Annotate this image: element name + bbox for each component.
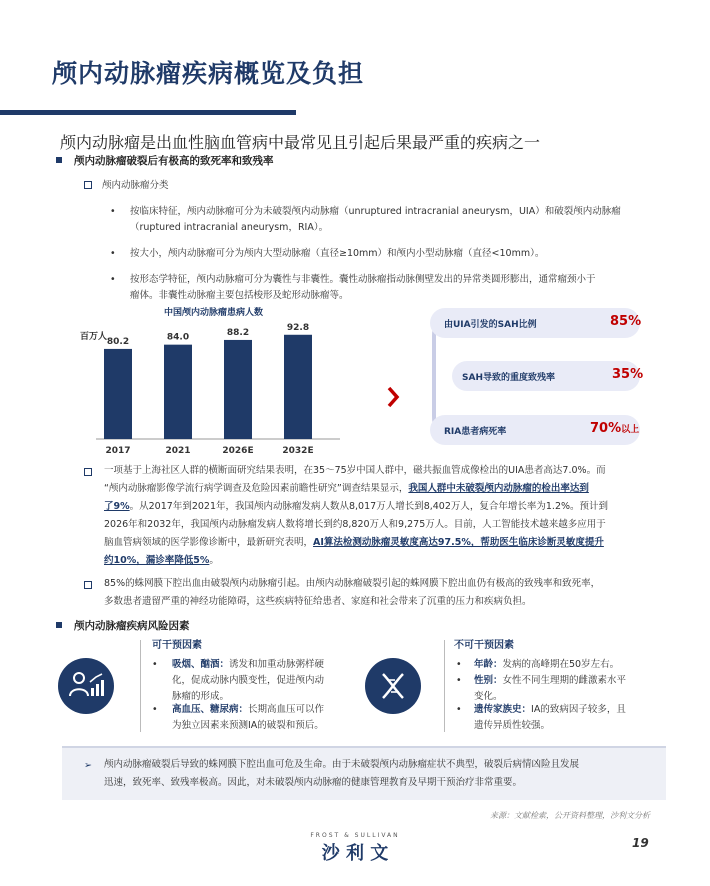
person-chart-icon: [58, 658, 114, 714]
box-bullet-icon: [84, 181, 92, 189]
stat-ria-value-suffix: 以上: [621, 425, 640, 435]
section-heading-text: 颅内动脉瘤破裂后有极高的致死率和致残率: [74, 155, 274, 167]
stat-uia-sah-label: 由UIA引发的SAH比例: [444, 320, 537, 330]
box-bullet-icon: [84, 468, 92, 476]
para1-line6-b: 。: [209, 555, 219, 566]
x-tick-label: 2017: [105, 446, 131, 456]
square-bullet-icon: [56, 157, 62, 163]
non-modifiable-gender-key: 性别：: [474, 675, 503, 686]
para1-line2: [104, 480, 589, 497]
dot-bullet-icon: •: [110, 274, 116, 285]
note-line1: 颅内动脉瘤破裂后导致的蛛网膜下腔出血可危及生命。由于未破裂颅内动脉瘤症状不典型，破裂后病情凶险且发展: [104, 759, 580, 770]
non-modifiable-title: 不可干预因素: [454, 640, 514, 651]
dot-bullet-icon: •: [110, 248, 116, 259]
summary-note-box: [62, 746, 666, 800]
dot-bullet-icon: •: [152, 704, 158, 715]
non-modifiable-gender: [474, 672, 626, 689]
modifiable-smoking-key: 吸烟、酗酒：: [172, 659, 230, 670]
modifiable-hypertension-l1: 长期高血压可以作: [248, 704, 325, 715]
non-modifiable-age: [474, 656, 619, 673]
para1-line3-b: 。从2017年到2021年，我国颅内动脉瘤发病人数从8,017万人增长到8,402万人，复合年增长率为1.2%。预计到: [129, 501, 609, 512]
x-tick-label: 2032E: [282, 446, 314, 456]
modifiable-smoking-l3: 脉瘤的形成。: [172, 691, 230, 702]
bar-value-label: 88.2: [226, 327, 250, 338]
stat-sah-disability-label: SAH导致的重度致残率: [462, 373, 555, 383]
x-tick-label: 2021: [165, 446, 191, 456]
stat-ria-value-number: 70%: [590, 421, 622, 436]
section-heading-mortality: [56, 153, 274, 168]
chevron-right-icon: [384, 385, 402, 409]
non-modifiable-genetic-l2: 遗传异质性较强。: [474, 720, 551, 731]
chart-title: 中国颅内动脉瘤患病人数: [164, 308, 264, 318]
para1-line4: 2026年和2032年，我国颅内动脉瘤发病人数将增长到约8,820万人和9,275万人。目前，人工智能技术越来越多应用于: [104, 519, 606, 530]
para2-line2: 多数患者遗留严重的神经功能障碍，这些疾病特征给患者、家庭和社会带来了沉重的压力和疾病负担。: [104, 596, 532, 607]
para1-line2-a: “颅内动脉瘤影像学流行病学调查及危险因素前瞻性研究”调查结果显示，: [104, 483, 409, 494]
para2-line1: 85%的蛛网膜下腔出血由破裂颅内动脉瘤引起。由颅内动脉瘤破裂引起的蛛网膜下腔出血仍有极高的致残率和致死率，: [104, 578, 601, 589]
dot-bullet-icon: •: [456, 704, 462, 715]
non-modifiable-gender-l2: 变化。: [474, 691, 503, 702]
non-modifiable-genetic-key: 遗传家族史：: [474, 704, 532, 715]
square-bullet-icon: [56, 622, 62, 628]
note-line2: 迅速，致死率、致残率极高。因此，对未破裂颅内动脉瘤的健康管理教育及早期干预治疗非常重要。: [104, 777, 523, 788]
para1-line3: [104, 498, 608, 515]
dot-bullet-icon: •: [456, 659, 462, 670]
dna-icon: [365, 658, 421, 714]
dot-bullet-icon: •: [110, 206, 116, 217]
modifiable-hypertension-key: 高血压、糖尿病：: [172, 704, 249, 715]
divider: [444, 640, 445, 732]
stat-ria-mortality-value: [590, 421, 639, 436]
classification-heading-text: 颅内动脉瘤分类: [102, 180, 169, 191]
modifiable-smoking: [172, 656, 324, 673]
stat-ria-mortality-label: RIA患者病死率: [444, 427, 507, 437]
bullet-morphology: 按形态学特征，颅内动脉瘤可分为囊性与非囊性。囊性动脉瘤指动脉侧壁发出的异常类圆形膨出，通常瘤颈小于: [130, 274, 596, 285]
bullet-clinical: 按临床特征，颅内动脉瘤可分为未破裂颅内动脉瘤（unruptured intracranial aneurysm，UIA）和破裂颅内动脉瘤: [130, 206, 621, 217]
classification-heading: [84, 177, 169, 194]
para1-line5: [104, 534, 604, 551]
footer-logo: [0, 832, 710, 865]
stat-uia-sah-value: 85%: [610, 314, 642, 329]
para1-line6: [104, 552, 219, 569]
modifiable-hypertension-l2: 为独立因素来预测IA的破裂和预后。: [172, 720, 324, 731]
para1-ai-sensitivity: AI算法检测动脉瘤灵敏度高达97.5%，帮助医生临床诊断灵敏度提升: [313, 537, 604, 548]
para1-detection-rate: 我国人群中未破裂颅内动脉瘤的检出率达到: [408, 483, 589, 494]
bar-2026E: [224, 340, 252, 439]
modifiable-smoking-l1: 诱发和加重动脉粥样硬: [229, 659, 325, 670]
para1-line5-a: 脑血管病领域的医学影像诊断中，最新研究表明，: [104, 537, 314, 548]
page-title: 颅内动脉瘤疾病概览及负担: [52, 59, 365, 88]
non-modifiable-genetic: [474, 701, 626, 718]
bar-value-label: 84.0: [166, 332, 190, 343]
bar-value-label: 92.8: [286, 322, 310, 333]
source-note: 来源：文献检索，公开资料整理，沙利文分析: [490, 811, 650, 820]
non-modifiable-genetic-l1: IA的致病因子较多，且: [531, 704, 626, 715]
brand-en: FROST & SULLIVAN: [310, 832, 400, 839]
divider: [140, 640, 141, 732]
section-heading-risk-text: 颅内动脉瘤疾病风险因素: [74, 620, 190, 632]
bar-value-label: 80.2: [106, 336, 130, 347]
arrow-bullet-icon: ➢: [84, 760, 92, 771]
modifiable-smoking-l2: 化，促成动脉内膜变性，促进颅内动: [172, 675, 325, 686]
bullet-clinical-cont: （ruptured intracranial aneurysm，RIA）。: [130, 222, 329, 233]
bar-2021: [164, 345, 192, 439]
title-underline-bar: [0, 110, 296, 115]
x-tick-label: 2026E: [222, 446, 254, 456]
box-bullet-icon: [84, 581, 92, 589]
chart-svg: [78, 305, 348, 460]
bullet-size: 按大小，颅内动脉瘤可分为颅内大型动脉瘤（直径≥10mm）和颅内小型动脉瘤（直径<10mm）。: [130, 248, 545, 259]
stat-sah-disability-value: 35%: [612, 367, 644, 382]
brand-cn: 沙 利 文: [321, 843, 389, 864]
non-modifiable-age-key: 年龄：: [474, 659, 503, 670]
para1-line1: 一项基于上海社区人群的横断面研究结果表明，在35～75岁中国人群中，磁共振血管成像检出的UIA患者高达7.0%。而: [104, 465, 606, 476]
dot-bullet-icon: •: [152, 659, 158, 670]
section-heading-risk: [56, 618, 190, 633]
dot-bullet-icon: •: [456, 675, 462, 686]
bullet-morphology-cont: 瘤体。非囊性动脉瘤主要包括梭形及蛇形动脉瘤等。: [130, 290, 349, 301]
page-number: 19: [632, 836, 649, 850]
modifiable-hypertension: [172, 701, 324, 718]
non-modifiable-gender-l1: 女性不同生理期的雌激素水平: [502, 675, 627, 686]
modifiable-title: 可干预因素: [152, 640, 202, 651]
bar-2017: [104, 349, 132, 439]
page-subtitle: 颅内动脉瘤是出血性脑血管病中最常见且引起后果最严重的疾病之一: [60, 133, 541, 152]
non-modifiable-age-l1: 发病的高峰期在50岁左右。: [502, 659, 620, 670]
para1-detection-rate-end: 了9%: [104, 501, 130, 512]
para1-ai-sensitivity-end: 约10%，漏诊率降低5%: [104, 555, 210, 566]
bar-2032E: [284, 335, 312, 439]
chart-ylabel: 百万人: [80, 332, 108, 342]
patients-bar-chart: [78, 305, 348, 460]
